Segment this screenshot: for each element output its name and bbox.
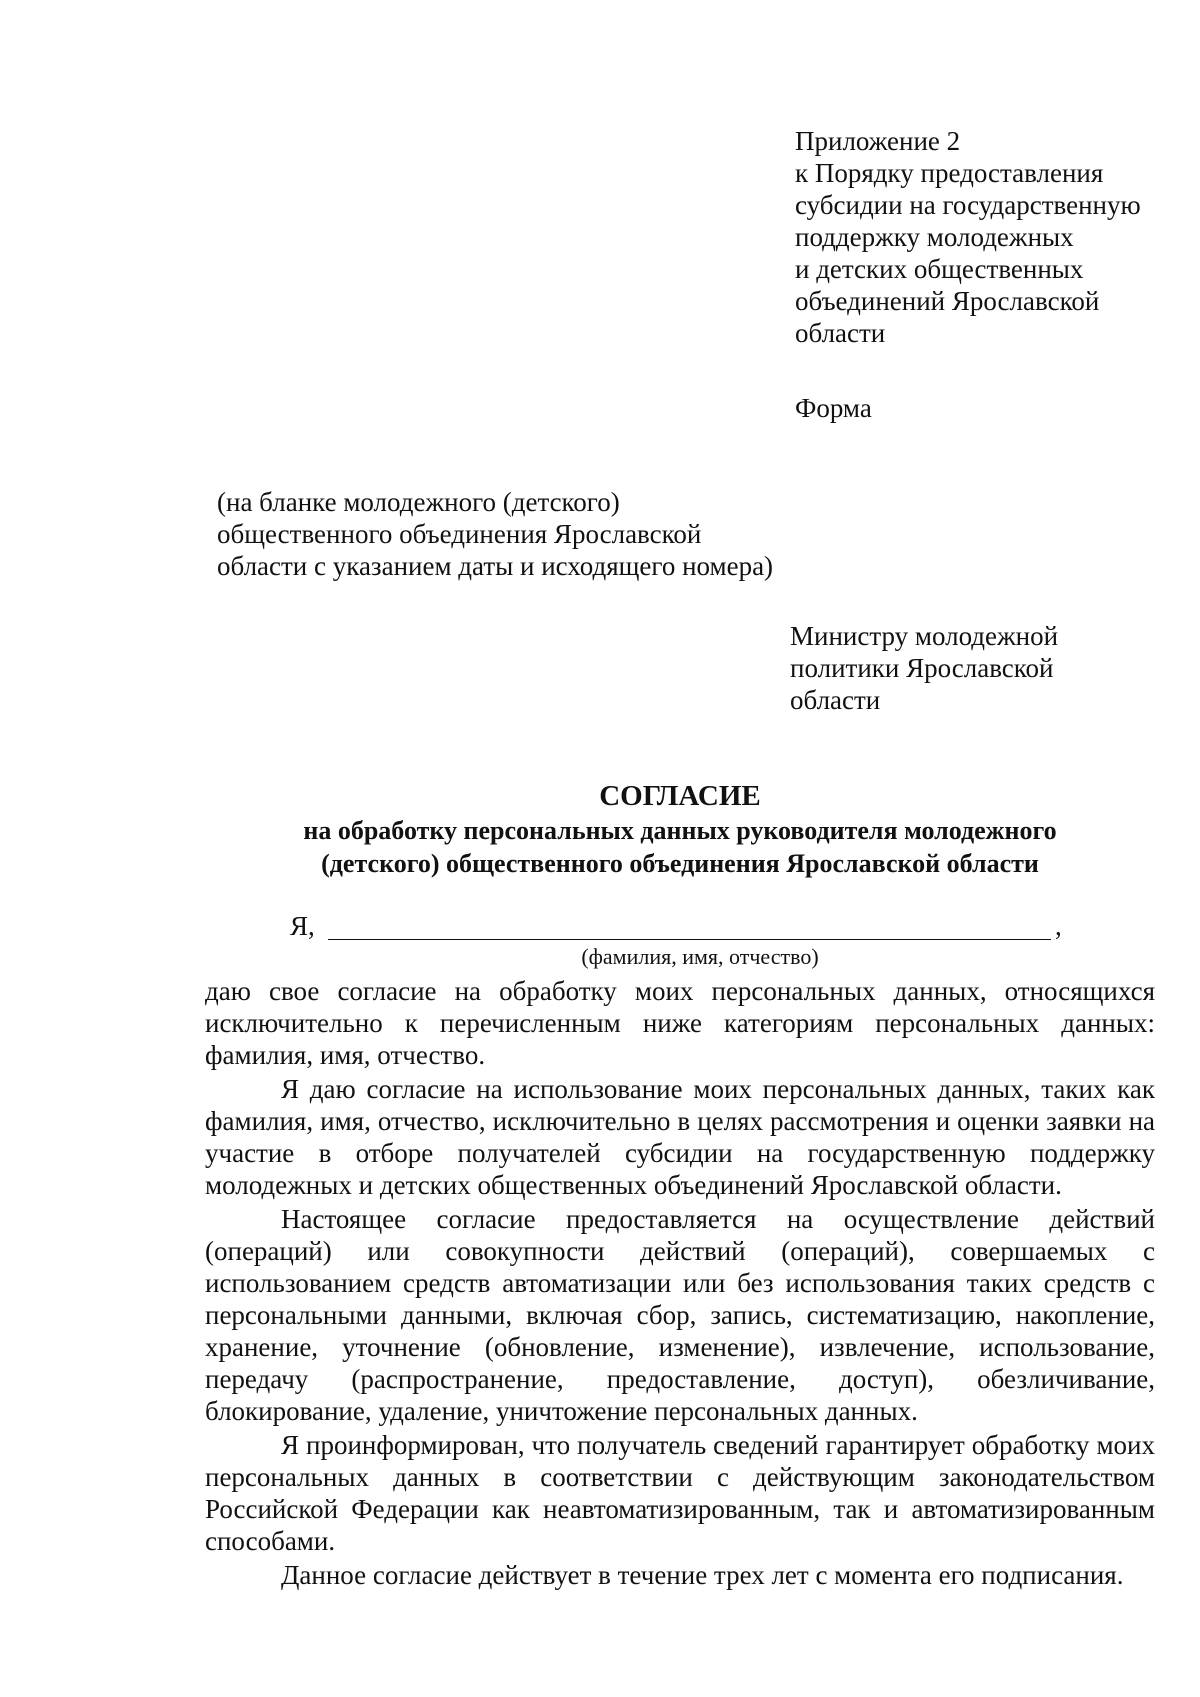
annex-line: и детских общественных [795,254,1084,284]
addressee-block [790,620,1170,716]
consent-paragraph: Я даю согласие на использование моих персональных данных, таких как фамилия, имя, отчество, исключительно в целях рассмотрения и оценки заявки на участие в отборе получателей субсидии на государственную поддержку молодежных и детских общественных объединений Ярославской области. [205,1074,1155,1200]
annex-line: к Порядку предоставления [795,158,1104,188]
letterhead-note-line: общественного объединения Ярославской [217,519,702,549]
consent-paragraph: Данное согласие действует в течение трех лет с момента его подписания. [281,1560,1124,1590]
annex-line: субсидии на государственную [795,190,1141,220]
consent-body [205,975,1155,1591]
document-title: СОГЛАСИЕ [599,780,761,812]
annex-line: поддержку молодежных [795,222,1074,252]
addressee-line: Министру молодежной [790,621,1059,651]
document-subtitle-line: (детского) общественного объединения Ярославской области [321,849,1039,878]
letterhead-note-line: области с указанием даты и исходящего номера) [217,551,774,581]
full-name-prefix: Я, [290,911,315,941]
consent-paragraph: даю свое согласие на обработку моих персональных данных, относящихся исключительно к перечисленным ниже категориям персональных данных: фамилия, имя, отчество. [205,976,1155,1070]
annex-line: области [795,318,886,348]
annex-header [795,125,1175,349]
document-title-block [205,778,1155,880]
full-name-suffix: , [1055,911,1062,941]
annex-line: Приложение 2 [795,126,961,156]
consent-paragraph: Настоящее согласие предоставляется на осуществление действий (операций) или совокупности действий (операций), совершаемых с использованием средств автоматизации или без использования таких средств с персональными данными, включая сбор, запись, систематизацию, накопление, хранение, уточнение (обновление, изменение), извлечение, использование, передачу (распространение, предоставление, доступ), обезличивание, блокирование, удаление, уничтожение персональных данных. [205,1204,1155,1426]
form-label: Форма [795,393,872,423]
letterhead-note-line: (на бланке молодежного (детского) [217,487,620,517]
annex-line: объединений Ярославской [795,286,1100,316]
consent-paragraph: Я проинформирован, что получатель сведений гарантирует обработку моих персональных данных в соответствии с действующим законодательством Российской Федерации как неавтоматизированным, так и автоматизированным способами. [205,1430,1155,1556]
addressee-line: области [790,685,881,715]
addressee-line: политики Ярославской [790,653,1054,683]
document-subtitle-line: на обработку персональных данных руководителя молодежного [303,816,1057,845]
letterhead-note [217,486,857,582]
full-name-blank[interactable] [328,939,1051,940]
full-name-caption: (фамилия, имя, отчество) [581,944,819,969]
